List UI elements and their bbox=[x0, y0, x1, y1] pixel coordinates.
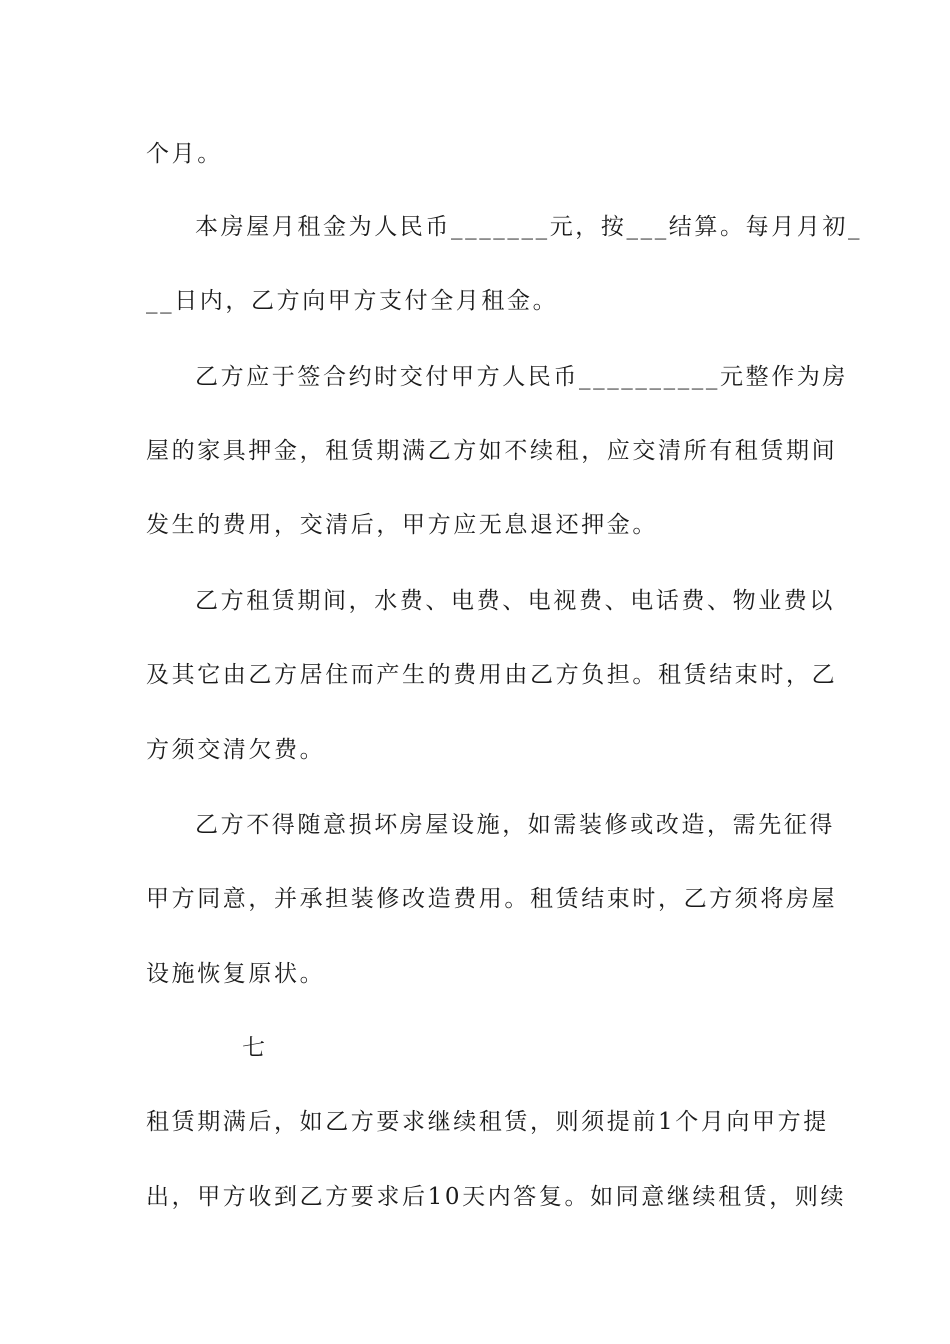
text-line: __日内，乙方向甲方支付全月租金。 bbox=[146, 288, 559, 314]
text-line: 及其它由乙方居住而产生的费用由乙方负担。租赁结束时，乙 bbox=[146, 662, 838, 688]
text-line: 个月。 bbox=[146, 141, 223, 167]
text-line: 乙方不得随意损坏房屋设施，如需装修或改造，需先征得 bbox=[195, 812, 835, 838]
text-line: 出，甲方收到乙方要求后10天内答复。如同意继续租赁，则续 bbox=[146, 1184, 847, 1210]
text-line: 屋的家具押金，租赁期满乙方如不续租，应交清所有租赁期间 bbox=[146, 438, 838, 464]
text-line: 租赁期满后，如乙方要求继续租赁，则须提前1个月向甲方提 bbox=[146, 1109, 829, 1135]
text-line: 甲方同意，并承担装修改造费用。租赁结束时，乙方须将房屋 bbox=[146, 886, 838, 912]
text-line: 本房屋月租金为人民币_______元，按___结算。每月月初_ bbox=[195, 214, 863, 240]
text-line: 设施恢复原状。 bbox=[146, 961, 326, 987]
text-line: 方须交清欠费。 bbox=[146, 737, 326, 763]
text-line: 发生的费用，交清后，甲方应无息退还押金。 bbox=[146, 512, 658, 538]
text-line: 乙方租赁期间，水费、电费、电视费、电话费、物业费以 bbox=[195, 588, 835, 614]
text-line: 乙方应于签合约时交付甲方人民币__________元整作为房 bbox=[195, 364, 848, 390]
section-number: 七 bbox=[242, 1035, 268, 1061]
